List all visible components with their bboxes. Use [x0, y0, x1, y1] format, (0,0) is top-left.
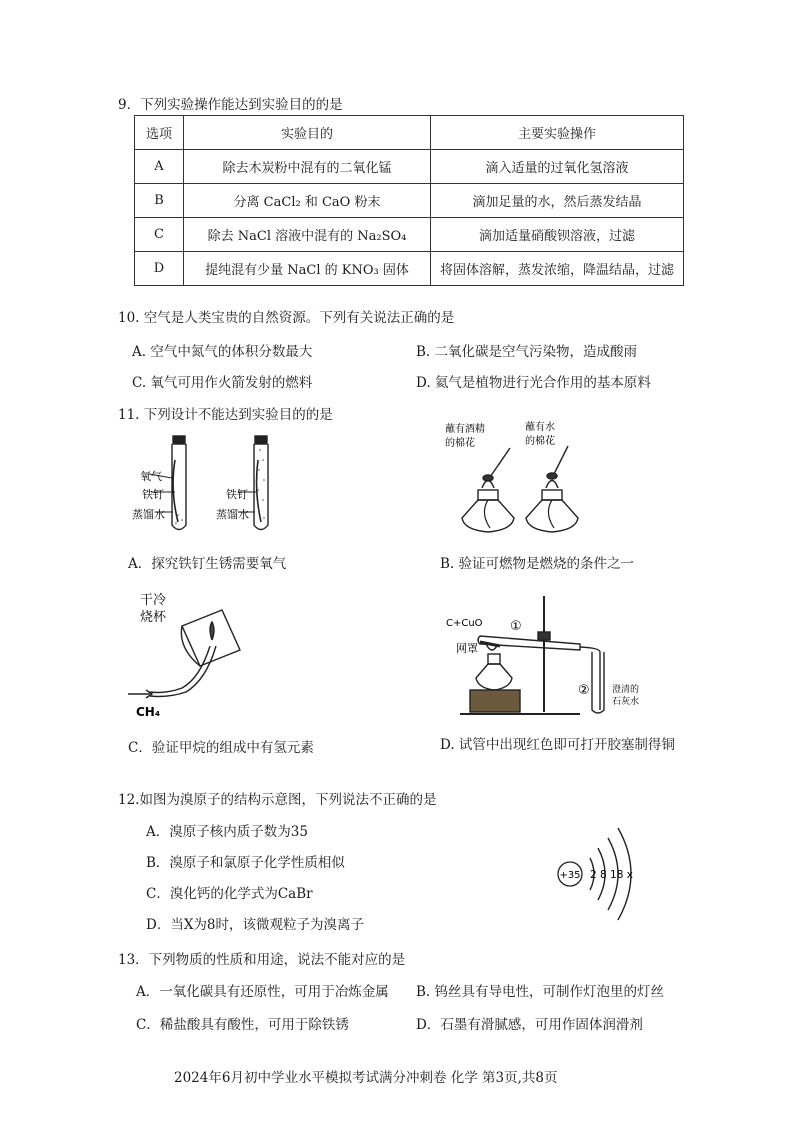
electron-shells: 2 8 18 x — [590, 869, 633, 881]
label-alcohol-cotton: 蘸有酒精 — [445, 424, 485, 435]
q13-option-a: A．一氧化碳具有还原性，可用于冶炼金属 — [136, 984, 389, 1000]
label-mark-2: ② — [578, 683, 590, 698]
header-goal: 实验目的 — [184, 116, 431, 150]
row-goal: 提纯混有少量 NaCl 的 KNO₃ 固体 — [184, 252, 431, 286]
label-ch4: CH₄ — [136, 705, 161, 718]
q10-option-c: C. 氧气可用作火箭发射的燃料 — [132, 375, 313, 391]
q10-option-b: B. 二氧化碳是空气污染物，造成酸雨 — [416, 344, 638, 360]
row-operation: 滴入适量的过氧化氢溶液 — [431, 150, 684, 184]
q12-option-c: C．溴化钙的化学式为CaBr — [146, 886, 313, 902]
row-option: D — [135, 252, 184, 286]
methane-beaker-figure — [120, 588, 260, 718]
row-goal: 除去 NaCl 溶液中混有的 Na₂SO₄ — [184, 218, 431, 252]
header-operation: 主要实验操作 — [431, 116, 684, 150]
label-limewater: 澄清的 — [612, 685, 640, 695]
q13-stem: 13．下列物质的性质和用途，说法不能对应的是 — [118, 952, 406, 968]
q13-option-d: D．石墨有滑腻感，可用作固体润滑剂 — [416, 1017, 643, 1033]
label-water-cotton: 蘸有水 — [525, 422, 555, 433]
q12-option-a: A．溴原子核内质子数为35 — [146, 824, 308, 840]
q9-stem: 9．下列实验操作能达到实验目的的是 — [118, 97, 343, 113]
q12-option-b: B．溴原子和氯原子化学性质相似 — [146, 855, 345, 871]
label-mesh: 网罩 — [456, 642, 478, 655]
label-beaker-2: 烧杯 — [140, 610, 167, 625]
label-nail: 铁钉 — [226, 488, 248, 501]
combustion-lamp-figure — [440, 418, 610, 553]
table-row — [135, 150, 684, 184]
rusting-test-tube-figure — [130, 430, 300, 545]
nucleus-charge: +35 — [559, 870, 581, 881]
row-option: A — [135, 150, 184, 184]
q10-option-d: D. 氦气是植物进行光合作用的基本原料 — [416, 375, 651, 391]
row-option: C — [135, 218, 184, 252]
bromine-atom-diagram — [552, 818, 662, 928]
label-alcohol-cotton-2: 的棉花 — [445, 438, 475, 449]
label-oxygen: 氧气 — [140, 470, 162, 483]
label-limewater-2: 石灰水 — [612, 697, 640, 707]
label-water: 蒸馏水 — [132, 508, 165, 521]
label-mark-1: ① — [510, 619, 522, 634]
row-goal: 分离 CaCl₂ 和 CaO 粉末 — [184, 184, 431, 218]
q9-table — [134, 115, 684, 286]
carbon-copper-oxide-apparatus — [440, 592, 650, 722]
table-row — [135, 184, 684, 218]
row-operation: 滴加适量硝酸钡溶液，过滤 — [431, 218, 684, 252]
row-goal: 除去木炭粉中混有的二氧化锰 — [184, 150, 431, 184]
q11-option-a: A．探究铁钉生锈需要氧气 — [128, 556, 287, 572]
row-operation: 滴加足量的水，然后蒸发结晶 — [431, 184, 684, 218]
header-option: 选项 — [135, 116, 184, 150]
q11-option-c: C．验证甲烷的组成中有氢元素 — [128, 740, 314, 756]
label-water: 蒸馏水 — [216, 508, 249, 521]
q10-stem: 10. 空气是人类宝贵的自然资源。下列有关说法正确的是 — [118, 310, 455, 326]
row-operation: 将固体溶解，蒸发浓缩，降温结晶，过滤 — [431, 252, 684, 286]
label-water-cotton-2: 的棉花 — [525, 436, 555, 447]
page-footer: 2024年6月初中学业水平模拟考试满分冲刺卷 化学 第3页,共8页 — [174, 1070, 558, 1086]
q11-stem: 11. 下列设计不能达到实验目的的是 — [118, 407, 333, 423]
q11-option-b: B. 验证可燃物是燃烧的条件之一 — [440, 556, 635, 572]
table-row — [135, 218, 684, 252]
label-nail: 铁钉 — [142, 488, 164, 501]
label-c-cuo: C+CuO — [446, 618, 483, 629]
q12-option-d: D．当X为8时，该微观粒子为溴离子 — [146, 917, 365, 933]
table-row — [135, 252, 684, 286]
table-header-row — [135, 116, 684, 150]
q11-option-d: D. 试管中出现红色即可打开胶塞制得铜 — [440, 737, 675, 753]
q13-option-c: C．稀盐酸具有酸性，可用于除铁锈 — [136, 1017, 349, 1033]
q12-stem: 12.如图为溴原子的结构示意图，下列说法不正确的是 — [118, 792, 437, 808]
row-option: B — [135, 184, 184, 218]
label-beaker: 干冷 — [140, 593, 167, 608]
q10-option-a: A. 空气中氮气的体积分数最大 — [132, 344, 313, 360]
q13-option-b: B. 钨丝具有导电性，可制作灯泡里的灯丝 — [416, 984, 665, 1000]
